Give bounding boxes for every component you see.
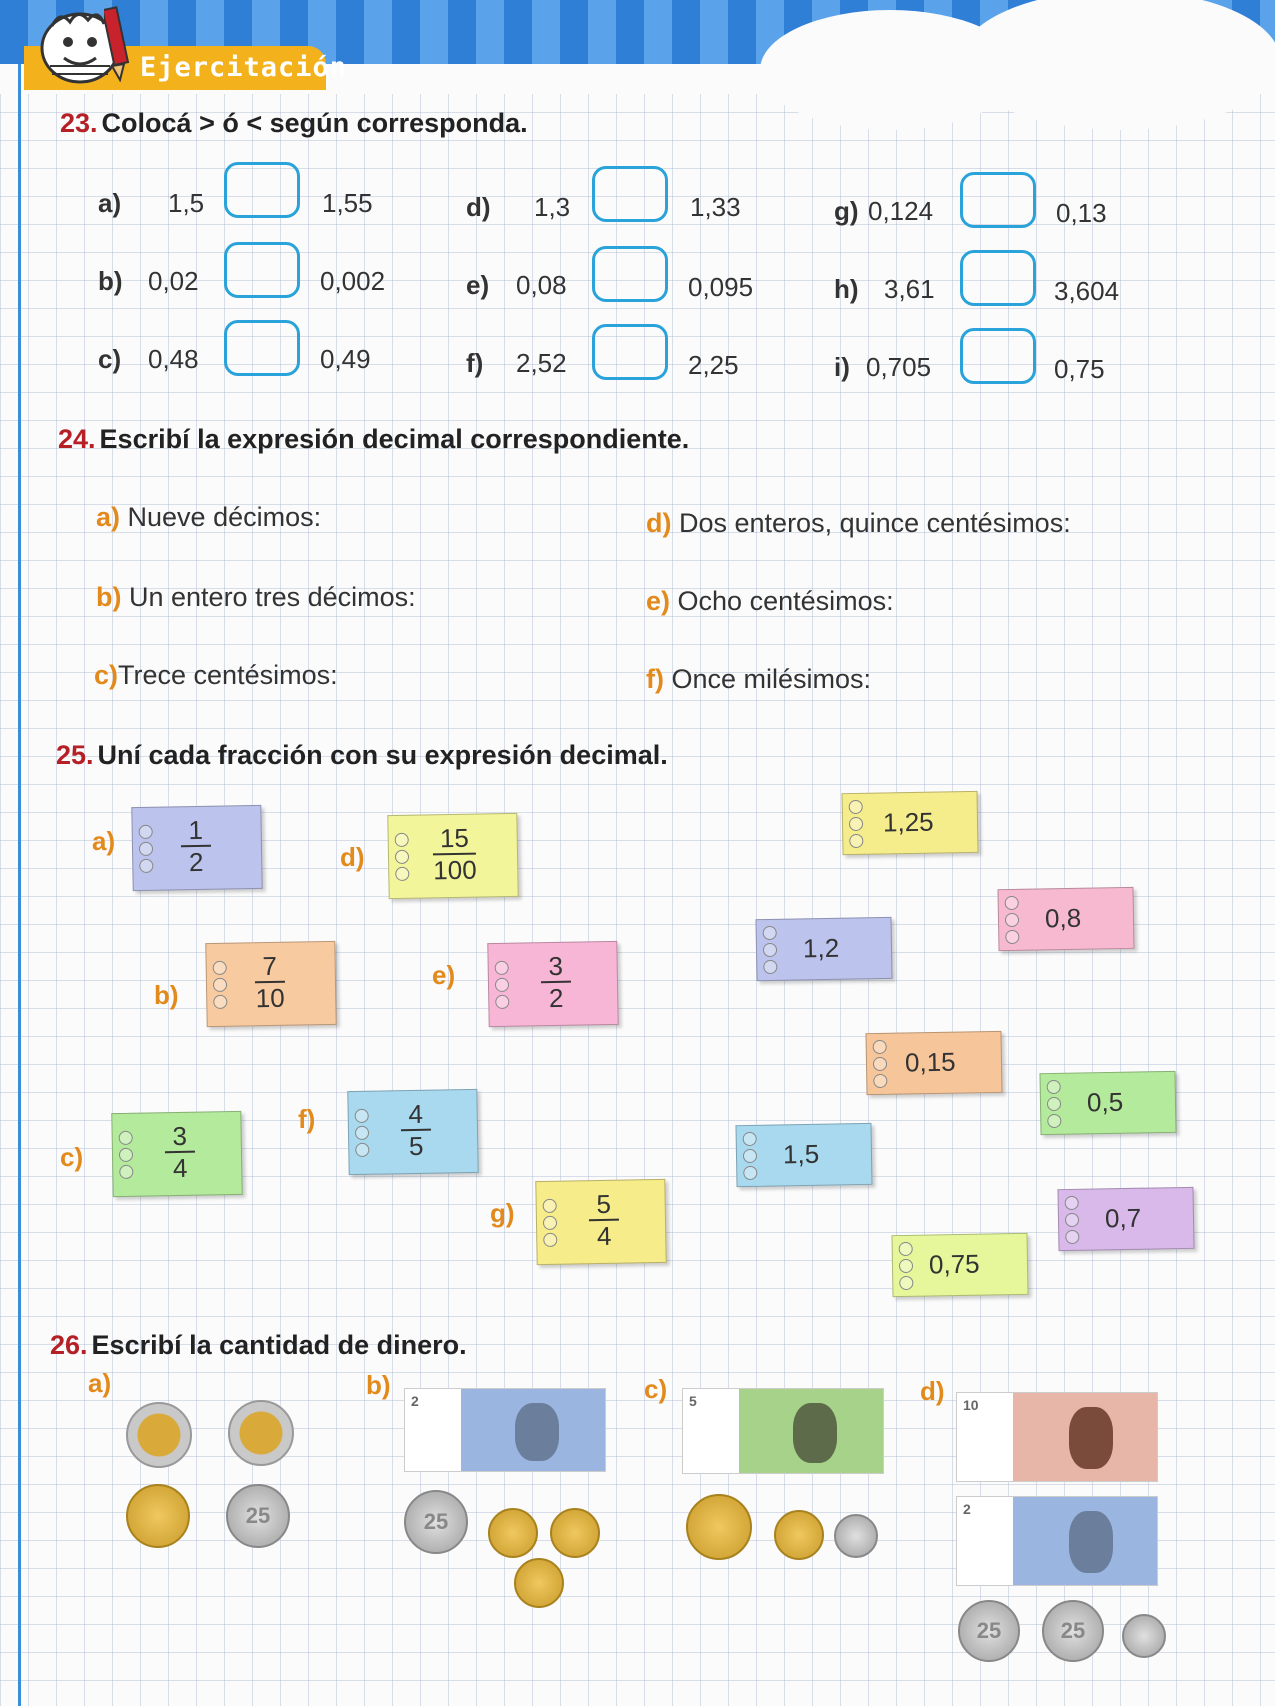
exercise-26-title: 26. Escribí la cantidad de dinero. [50,1330,467,1360]
gold-coin [488,1508,538,1558]
section-tab-label: Ejercitación [140,52,348,83]
banknote-2-pesos: 2 [404,1388,606,1472]
right-value: 1,55 [322,188,373,218]
fraction-label: c) [60,1142,84,1172]
decimal-note[interactable]: 1,5 [735,1123,872,1187]
silver-coin: 25 [1042,1600,1104,1662]
exercise-24-item-f: f) Once milésimos: [646,664,872,694]
fraction-note-a[interactable]: 1 2 [131,805,262,891]
silver-coin: 25 [226,1484,290,1548]
money-label-c: c) [644,1374,668,1404]
right-value: 0,75 [1054,354,1105,384]
fraction-label: b) [154,980,179,1010]
silver-coin-small [1122,1614,1166,1658]
silver-coin: 25 [958,1600,1020,1662]
fraction-note-f[interactable]: 4 5 [347,1089,478,1175]
banknote-5-pesos: 5 [682,1388,884,1474]
gold-coin [514,1558,564,1608]
banknote-10-pesos: 10 [956,1392,1158,1482]
compare-box-d[interactable] [592,166,668,222]
left-value: 0,124 [868,196,934,226]
compare-box-e[interactable] [592,246,668,302]
bimetal-coin [126,1402,192,1468]
compare-box-a[interactable] [224,162,300,218]
left-value: 1,3 [534,192,571,222]
decimal-note[interactable]: 0,8 [997,887,1134,951]
item-label: b) [98,266,123,296]
decimal-note[interactable]: 0,15 [865,1031,1002,1095]
decimal-note[interactable]: 0,75 [891,1233,1028,1297]
silver-coin-small [834,1514,878,1558]
right-value: 0,002 [320,266,386,296]
left-value: 0,08 [516,270,567,300]
fraction-label: e) [432,960,456,990]
gold-coin [550,1508,600,1558]
money-label-a: a) [88,1368,112,1398]
left-value: 0,02 [148,266,199,296]
fraction-label: a) [92,826,116,856]
item-label: i) [834,352,850,382]
item-label: g) [834,196,859,226]
item-label: c) [98,344,122,374]
compare-box-h[interactable] [960,250,1036,306]
compare-box-g[interactable] [960,172,1036,228]
silver-coin: 25 [404,1490,468,1554]
right-value: 0,13 [1056,198,1107,228]
compare-box-c[interactable] [224,320,300,376]
item-label: a) [98,188,122,218]
left-value: 2,52 [516,348,567,378]
fraction-note-g[interactable]: 5 4 [535,1179,666,1265]
exercise-24-item-b: b) Un entero tres décimos: [96,582,416,612]
exercise-24-item-a: a) Nueve décimos: [96,502,322,532]
left-value: 3,61 [884,274,935,304]
left-value: 0,48 [148,344,199,374]
right-value: 2,25 [688,350,739,380]
banknote-2-pesos: 2 [956,1496,1158,1586]
decimal-note[interactable]: 1,25 [841,791,978,855]
item-label: f) [466,348,484,378]
bimetal-coin [228,1400,294,1466]
gold-coin [774,1510,824,1560]
left-value: 0,705 [866,352,932,382]
gold-coin [126,1484,190,1548]
right-value: 0,095 [688,272,754,302]
item-label: h) [834,274,859,304]
exercise-24-item-d: d) Dos enteros, quince centésimos: [646,508,1071,538]
fraction-label: f) [298,1104,316,1134]
exercise-24-item-c: c)Trece centésimos: [94,660,338,690]
right-value: 0,49 [320,344,371,374]
decimal-note[interactable]: 1,2 [755,917,892,981]
money-label-d: d) [920,1376,945,1406]
compare-box-i[interactable] [960,328,1036,384]
fraction-note-b[interactable]: 7 10 [205,941,336,1027]
fraction-label: g) [490,1198,515,1228]
fraction-note-d[interactable]: 15 100 [387,813,518,899]
exercise-24-item-e: e) Ocho centésimos: [646,586,894,616]
decimal-note[interactable]: 0,5 [1039,1071,1176,1135]
exercise-23-title: 23. Colocá > ó < según corresponda. [60,108,528,138]
right-value: 1,33 [690,192,741,222]
fraction-label: d) [340,842,365,872]
pencil-icon [104,4,130,82]
gold-coin [686,1494,752,1560]
exercise-25-title: 25. Uní cada fracción con su expresión decimal. [56,740,668,770]
decimal-note[interactable]: 0,7 [1057,1187,1194,1251]
margin-line [18,64,21,1706]
exercise-24-title: 24. Escribí la expresión decimal correspondiente. [58,424,690,454]
right-value: 3,604 [1054,276,1120,306]
left-value: 1,5 [168,188,205,218]
item-label: e) [466,270,490,300]
item-label: d) [466,192,491,222]
compare-box-f[interactable] [592,324,668,380]
compare-box-b[interactable] [224,242,300,298]
fraction-note-c[interactable]: 3 4 [111,1111,242,1197]
money-label-b: b) [366,1370,391,1400]
fraction-note-e[interactable]: 3 2 [487,941,618,1027]
